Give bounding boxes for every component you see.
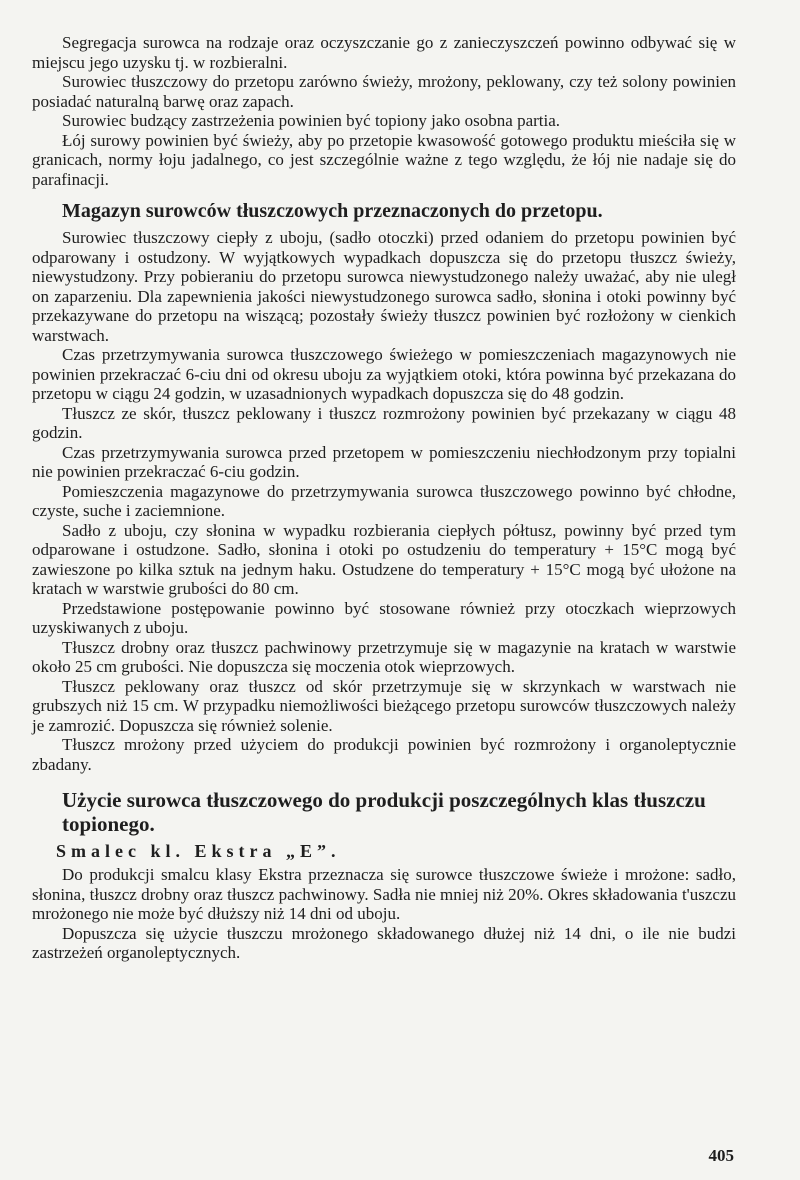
section-heading-usage: Użycie surowca tłuszczowego do produkcji poszczególnych klas tłuszczu topionego. (62, 788, 706, 836)
storage-paragraph-1: Surowiec tłuszczowy ciepły z uboju, (sadło otoczki) przed odaniem do przetopu powinien być odparowany i ostudzony. W wyjątkowych wypadkach dopuszcza się do przetopu tłuszcz świeży, niewystudzony. Przy pobieraniu do przetopu surowca niewystudzonego należy uważać, aby nie uległ on zaparzeniu. Dla zapewnienia jakości niewystudzonego surowca sadło, słonina i otoki powinny być przekazywane do przetopu na wiszącą; pozostały świeży tłuszcz powinien być rozłożony w cienkich warstwach. (32, 228, 736, 345)
storage-paragraph-4: Czas przetrzymywania surowca przed przetopem w pomieszczeniu niechłodzonym przy topialni nie powinien przekraczać 6-ciu godzin. (32, 442, 736, 481)
intro-paragraph-3: Surowiec budzący zastrzeżenia powinien być topiony jako osobna partia. (62, 111, 561, 130)
intro-paragraph-2: Surowiec tłuszczowy do przetopu zarówno świeży, mrożony, peklowany, czy też solony powinien posiadać naturalną barwę oraz zapach. (32, 72, 736, 111)
storage-paragraph-9: Tłuszcz peklowany oraz tłuszcz od skór przetrzymuje się w skrzynkach w warstwach nie grubszych niż 15 cm. W przypadku niemożliwości bieżącego przetopu surowców tłuszczowych należy je zamrozić. Dopuszcza się również solenie. (32, 676, 736, 735)
storage-paragraph-8: Tłuszcz drobny oraz tłuszcz pachwinowy przetrzymuje się w magazynie na kratach w warstwie około 25 cm grubości. Nie dopuszcza się moczenia otok wieprzowych. (32, 637, 736, 676)
intro-paragraph-4: Łój surowy powinien być świeży, aby po przetopie kwasowość gotowego produktu mieściła się w granicach, normy łoju jadalnego, co jest szczególnie ważne z tego względu, że łój nie nadaje się do parafinacji. (32, 130, 736, 189)
intro-paragraph-1: Segregacja surowca na rodzaje oraz oczyszczanie go z zanieczyszczeń powinno odbywać się w miejscu jego uzysku tj. w rozbieralni. (32, 33, 736, 72)
subheading-smalec-ekstra: Smalec kl. Ekstra „E”. (56, 841, 341, 861)
storage-paragraph-7: Przedstawione postępowanie powinno być stosowane również przy otoczkach wieprzowych uzyskiwanych z uboju. (32, 598, 736, 637)
page-number: 405 (708, 1146, 734, 1165)
storage-paragraph-5: Pomieszczenia magazynowe do przetrzymywania surowca tłuszczowego powinno być chłodne, czyste, suche i zaciemnione. (32, 481, 736, 520)
storage-paragraph-2: Czas przetrzymywania surowca tłuszczowego świeżego w pomieszczeniach magazynowych nie powinien przekraczać 6-ciu dni od okresu uboju za wyjątkiem otoki, która powinna być przekazana do przetopu w ciągu 24 godzin, w uzasadnionych wypadkach dopuszcza się do 48 godzin. (32, 345, 736, 403)
storage-paragraph-3: Tłuszcz ze skór, tłuszcz peklowany i tłuszcz rozmrożony powinien być przekazany w ciągu 48 godzin. (32, 403, 736, 442)
usage-paragraph-2: Dopuszcza się użycie tłuszczu mrożonego składowanego dłużej niż 14 dni, o ile nie budzi zastrzeżeń organoleptycznych. (32, 923, 736, 962)
storage-paragraph-10: Tłuszcz mrożony przed użyciem do produkcji powinien być rozmrożony i organoleptycznie zbadany. (32, 735, 736, 774)
usage-paragraph-1: Do produkcji smalcu klasy Ekstra przeznacza się surowce tłuszczowe świeże i mrożone: sadło, słonina, tłuszcz drobny oraz tłuszcz pachwinowy. Sadła nie mniej niż 20%. Okres składowania t'uszczu mrożonego nie może być dłuższy niż 14 dni od uboju. (32, 865, 736, 923)
section-heading-storage: Magazyn surowców tłuszczowych przeznaczonych do przetopu. (62, 200, 603, 222)
storage-paragraph-6: Sadło z uboju, czy słonina w wypadku rozbierania ciepłych półtusz, powinny być przed tym odparowane i ostudzone. Sadło, słonina i otoki po ostudzeniu do temperatury + 15°C mogą być zawieszone po kilka sztuk na jednym haku. Ostudzene do temperatury + 15°C mogą być ułożone na kratach w warstwie grubości do 80 cm. (32, 520, 736, 598)
